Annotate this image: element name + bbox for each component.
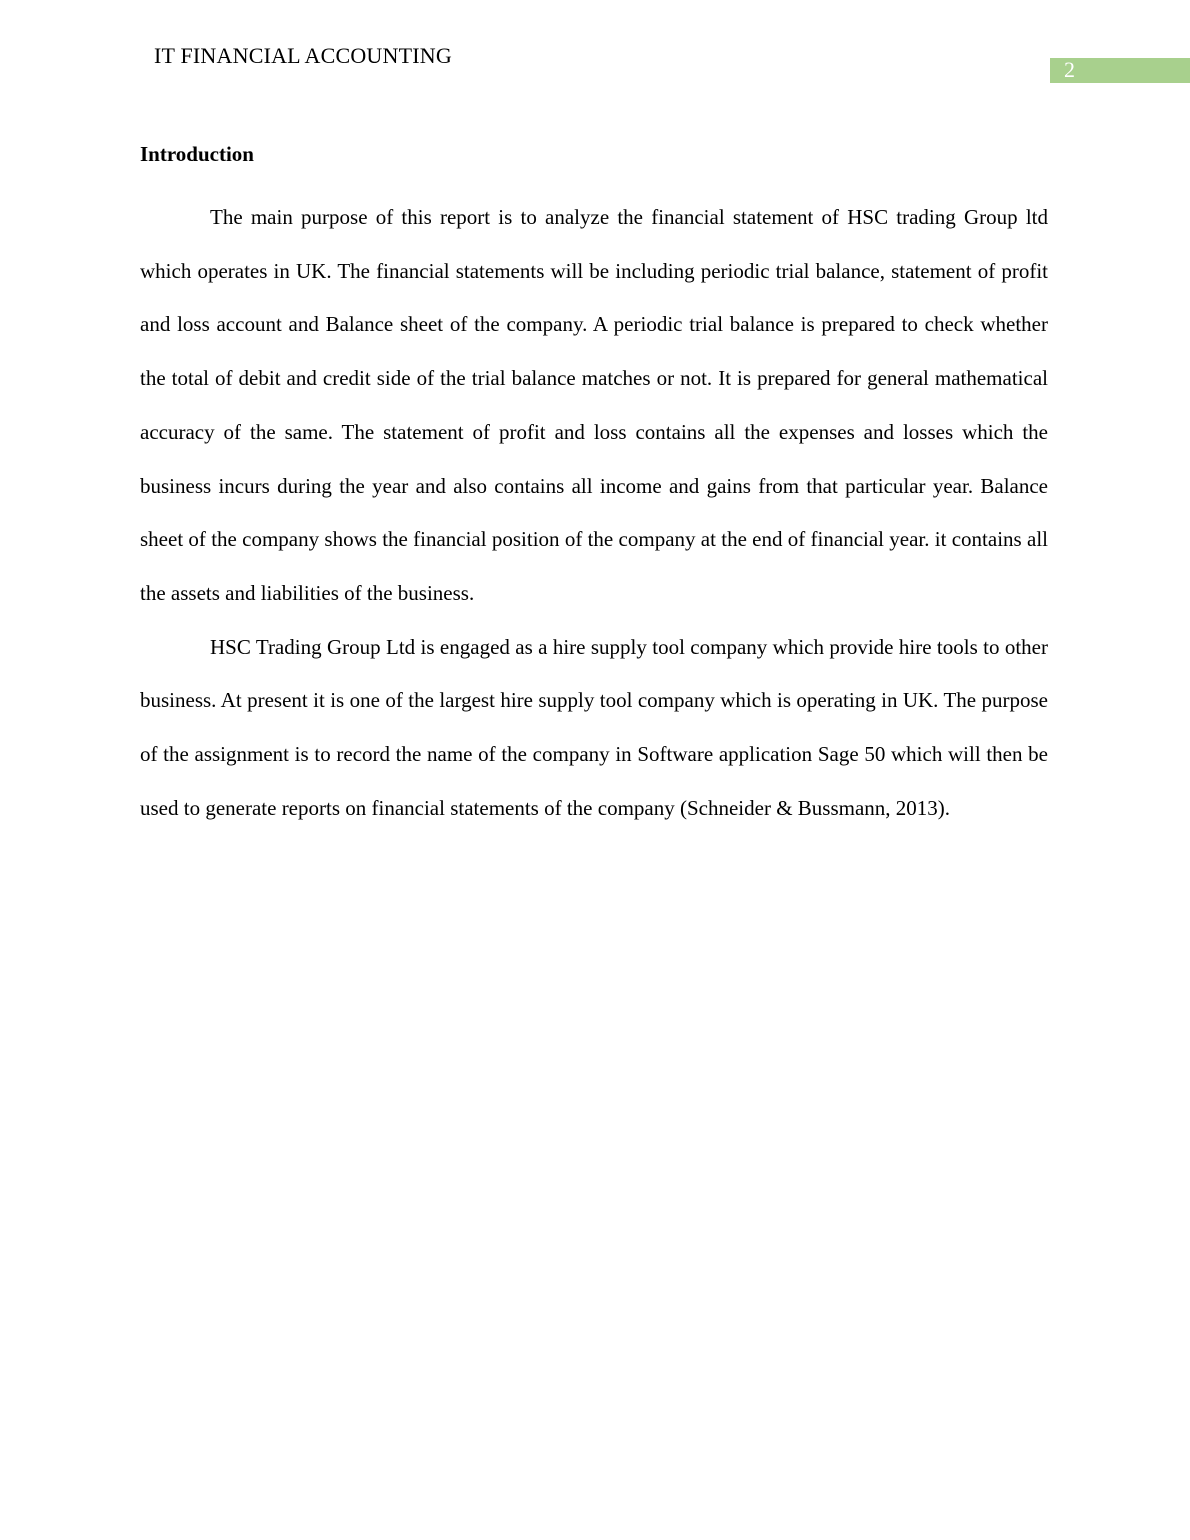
- body-paragraph: The main purpose of this report is to analyze the financial statement of HSC trading Group ltd which operates in UK. The financial statements will be including periodic trial balance, statement of profit and loss account and Balance sheet of the company. A periodic trial balance is prepared to check whether the total of debit and credit side of the trial balance matches or not. It is prepared for general mathematical accuracy of the same. The statement of profit and loss contains all the expenses and losses which the business incurs during the year and also contains all income and gains from that particular year. Balance sheet of the company shows the financial position of the company at the end of financial year. it contains all the assets and liabilities of the business.: [140, 205, 1048, 605]
- page-number-badge: [1050, 58, 1190, 83]
- page-number: 2: [1064, 57, 1075, 82]
- body-paragraph: HSC Trading Group Ltd is engaged as a hire supply tool company which provide hire tools to other business. At present it is one of the largest hire supply tool company which is operating in UK. The purpose of the assignment is to record the name of the company in Software application Sage 50 which will then be used to generate reports on financial statements of the company (Schneider & Bussmann, 2013).: [140, 634, 1048, 820]
- section-heading: Introduction: [140, 142, 254, 166]
- document-body: [140, 137, 1048, 835]
- running-head: IT FINANCIAL ACCOUNTING: [154, 43, 452, 68]
